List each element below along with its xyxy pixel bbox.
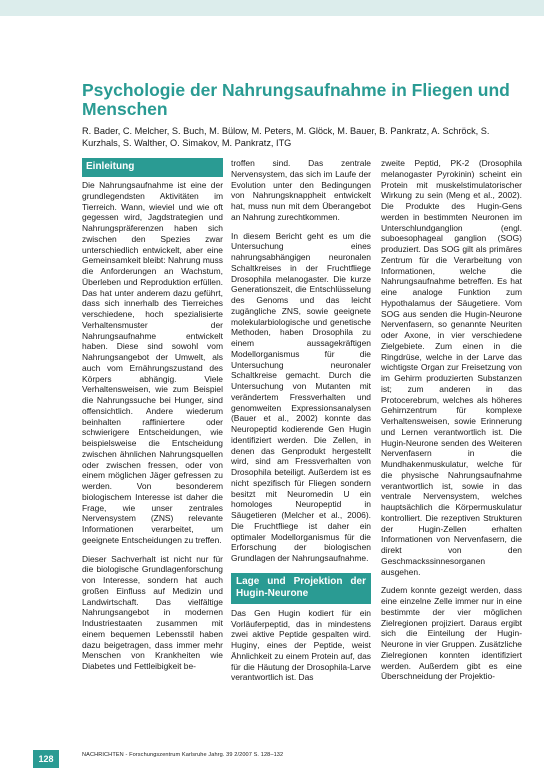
column-3 [381,158,522,682]
section-heading-hugin-neurone: Lage und Projektion der Hugin-Neurone [231,573,371,604]
column-1 [82,158,223,672]
article-title: Psychologie der Nahrungsaufnahme in Fliegen und Menschen [82,80,510,119]
paragraph: In diesem Bericht geht es um die Untersuchung eines nahrungsabhängigen neuronalen Schaltkreises in der Fruchtfliege Drosophila melanogaster. Die kurze Generationszeit, die Entschlüsselung des Genoms und das leicht zugängliche ZNS, sowie geeignete molekularbiologische und genetische Methoden, haben Drosophila zu einem aussagekräftigen Modellorganismus für die Untersuchung neuronaler Schaltkreise gemacht. Durch die Untersuchung von Mutanten mit verändertem Fressverhalten und genomweiten Expressionsanalysen (Bauer et al., 2002) konnte das Neuropeptid kodierende Gen Hugin identifiziert werden. Die Zellen, in denen das Genprodukt hergestellt wird, sind am Fressverhalten von Drosophila beteiligt. Außerdem ist es nicht spezifisch für Fliegen sondern besitzt mit Neuromedin U ein homologes Neuropeptid in Säugetieren (Melcher et al., 2006). Die Fruchtfliege ist daher ein optimaler Modellorganismus für die Erforschung der biologischen Grundlagen der Nahrungsaufnahme. [231,230,371,563]
paragraph: Zudem konnte gezeigt werden, dass eine einzelne Zelle immer nur in eine bestimmte der vier möglichen Zielregionen projiziert. Daraus ergibt sich die Einteilung der Hugin-Neurone in vier Gruppen. Zusätzliche Zielregionen konnten identifiziert werden. Außerdem gibt es eine Überschneidung der Projektio- [381,585,522,682]
paragraph: Das Gen Hugin kodiert für ein Vorläuferpeptid, das in mindestens zwei aktive Peptide gespalten wird. Huginγ, eines der Peptide, weist Ähnlichkeit zu einem Protein auf, das für die Häutung der Drosophila-Larve verantwortlich ist. Das [231,607,371,683]
paragraph: zweite Peptid, PK-2 (Drosophila melanogaster Pyrokinin) scheint ein Protein mit muskelstimulatorischer Wirkung zu sein (Meng et al., 2002). Die Produkte des Hugin-Gens werden in bestimmten Neuronen im Unterschlundganglion (engl. suboesophageal ganglion (SOG) produziert. Das SOG gilt als primäres Zentrum für die Verarbeitung von Informationen, welche die Nahrungsaufnahme betreffen. Es hat eine analoge Funktion zum Hypothalamus der Säugetiere. Vom SOG aus senden die Hugin-Neurone Nervenfasern, so genannte Neuriten oder Axone, in vier verschiedene Zielgebiete. Zum einen in die Ringdrüse, welche in der Larve das wichtigste Organ zur Freisetzung von im Gehirm produzierten Substanzen ist; zum anderen in das Protocerebrum, welches als höheres Gehirnzentrum für komplexe Verhaltensweisen, sowie Erinnerung und Lernen verantwortlich ist. Die Hugin-Neurone senden des Weiteren Nervenfasern in die Mundhakenmuskulatur, welche für die physische Nahrungsaufnahme verantwortlich ist, sowie in das ventrale Nervensystem, welches hauptsächlich die Körpermuskulatur kontrolliert. Die rezeptiven Strukturen der Hugin-Zellen erhalten Informationen von Nervenfasern, die direkt von den Geschmackssinnesorganen ausgehen. [381,158,522,577]
author-list: R. Bader, C. Melcher, S. Buch, M. Bülow, M. Peters, M. Glöck, M. Bauer, B. Pankratz, A. Schröck, S. Kurzhals, S. Walther, O. Simakov, M. Pankratz, ITG [82,126,490,148]
paragraph: troffen sind. Das zentrale Nervensystem, das sich im Laufe der Evolution unter den Bedingungen von Nahrungsknappheit entwickelt hat, muss nun mit dem Überangebot an Nahrung zurechtkommen. [231,158,371,222]
journal-footer: NACHRICHTEN - Forschungszentrum Karlsruhe Jahrg. 39 2/2007 S. 128–132 [82,752,284,758]
column-2 [231,158,371,683]
paragraph: Dieser Sachverhalt ist nicht nur für die biologische Grundlagenforschung von Interesse, sondern hat auch großen Einfluss auf Medizin und Landwirtschaft. Das vielfältige Nahrungsangebot in modernen Industriestaaten zusammen mit einem bequemen Lebensstil haben dazu beigetragen, dass immer mehr Menschen von Krankheiten wie Diabetes und Fettleibigkeit be- [82,553,223,671]
page-number-badge: 128 [33,750,59,768]
top-color-band [0,0,544,16]
paragraph: Die Nahrungsaufnahme ist eine der grundlegendsten Aktivitäten im Tierreich. Wann, wieviel und wie oft gegessen wird, Jagdstrategien und Nahrungspräferenzen haben sich zwischen den Spezies zwar unterschiedlich entwickelt, aber eine Gemeinsamkeit bleibt: Nahrung muss die Anforderungen an Wachstum, Überleben und Reproduktion erfüllen. Das hat unter anderem dazu geführt, dass sich innerhalb des Tierreiches verschiedene, hoch spezialisierte Verhaltensmuster der Nahrungsaufnahme entwickelt haben. Diese sind sowohl vom Nahrungsangebot der Umwelt, als auch vom Ernährungszustand des Körpers abhängig. Viele Verhaltensweisen, wie zum Beispiel die Nahrungssuche bei Hunger, sind offensichtlich. Andere wiederum beinhalten raffiniertere oder schwierigere Entscheidungen, wie beispielsweise die Entscheidung zwischen ähnlichen Nahrungsquellen oder zwischen fressen, oder von einem möglichen Jäger gefressen zu werden. Von besonderem biologischem Interesse ist daher die Frage, wie unser zentrales Nervensystem (ZNS) relevante Informationen verarbeitet, um geeignete Entscheidungen zu treffen. [82,180,223,545]
section-heading-einleitung: Einleitung [82,158,223,177]
